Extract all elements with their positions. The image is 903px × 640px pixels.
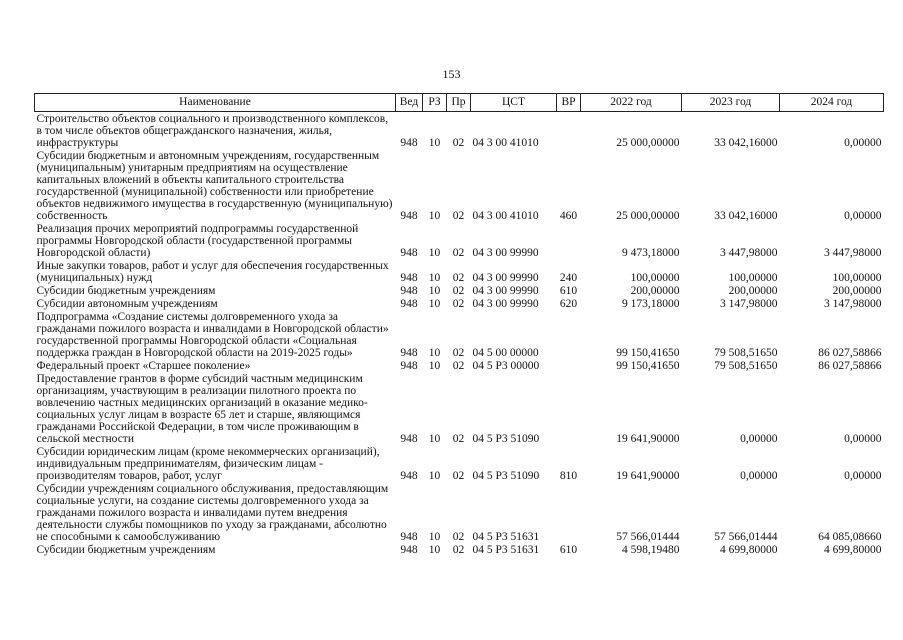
cell-2024: 0,00000 xyxy=(844,433,882,445)
table-row xyxy=(35,372,884,445)
column-header: Пр xyxy=(447,94,471,112)
cell-ved: 948 xyxy=(400,433,418,445)
cell-2023: 33 042,16000 xyxy=(714,137,778,149)
cell-vr xyxy=(557,482,581,543)
cell-2024: 86 027,58866 xyxy=(818,360,882,372)
cell-cst: 04 3 00 99990 xyxy=(472,247,539,259)
row-name: Иные закупки товаров, работ и услуг для обеспечения государственных (муниципальных) нужд xyxy=(36,260,389,284)
cell-2022: 99 150,41650 xyxy=(616,360,680,372)
cell-ved: 948 xyxy=(400,272,418,284)
cell-pr: 02 xyxy=(452,433,465,445)
table-row xyxy=(35,359,884,372)
cell-2023: 0,00000 xyxy=(740,470,778,482)
cell-2024: 0,00000 xyxy=(844,210,882,222)
cell-cst: 04 3 00 99990 xyxy=(472,272,539,284)
row-name: Субсидии бюджетным и автономным учреждениям, государственным (муниципальным) унитарным предприятиям на осуществление капитальных вложений в объекты капитального строительства государственной (муниципальной) собственности или приобретение объектов недвижимого имущества в государственную (муниципальную) собственность xyxy=(36,150,393,222)
cell-ved: 948 xyxy=(400,137,418,149)
cell-ved: 948 xyxy=(400,347,418,359)
cell-2024: 64 085,08660 xyxy=(818,531,882,543)
cell-ved: 948 xyxy=(400,531,418,543)
cell-pr: 02 xyxy=(452,531,465,543)
row-name: Субсидии автономным учреждениям xyxy=(36,298,218,310)
cell-cst: 04 3 00 41010 xyxy=(472,210,539,222)
cell-2023: 57 566,01444 xyxy=(714,531,778,543)
column-header: РЗ xyxy=(423,94,447,112)
cell-pr: 02 xyxy=(452,272,465,284)
cell-rz: 10 xyxy=(428,433,441,445)
cell-2022: 19 641,90000 xyxy=(616,470,680,482)
cell-vr xyxy=(557,359,581,372)
cell-2022: 25 000,00000 xyxy=(616,137,680,149)
cell-cst: 04 3 00 99990 xyxy=(472,285,539,297)
cell-rz: 10 xyxy=(428,210,441,222)
column-header: 2023 год xyxy=(682,94,780,112)
cell-2024: 200,00000 xyxy=(832,285,882,297)
cell-2024: 4 699,80000 xyxy=(824,544,882,556)
cell-rz: 10 xyxy=(428,470,441,482)
cell-cst: 04 5 P3 51631 xyxy=(472,544,540,556)
column-header: 2024 год xyxy=(780,94,884,112)
cell-vr: 610 xyxy=(559,285,578,297)
row-name: Субсидии бюджетным учреждениям xyxy=(36,544,216,556)
table-row xyxy=(35,445,884,482)
table-row xyxy=(35,222,884,259)
cell-pr: 02 xyxy=(452,347,465,359)
column-header: Вед xyxy=(396,94,423,112)
cell-2023: 4 699,80000 xyxy=(720,544,778,556)
cell-pr: 02 xyxy=(452,360,465,372)
cell-ved: 948 xyxy=(400,285,418,297)
cell-vr: 810 xyxy=(559,470,578,482)
column-header: 2022 год xyxy=(581,94,682,112)
cell-2024: 86 027,58866 xyxy=(818,347,882,359)
cell-rz: 10 xyxy=(428,531,441,543)
table-row xyxy=(35,297,884,310)
cell-rz: 10 xyxy=(428,285,441,297)
cell-vr: 460 xyxy=(559,210,578,222)
cell-2022: 57 566,01444 xyxy=(616,531,680,543)
table-row xyxy=(35,543,884,556)
cell-vr xyxy=(557,222,581,259)
cell-pr: 02 xyxy=(452,544,465,556)
row-name: Субсидии юридическим лицам (кроме некоммерческих организаций), индивидуальным предпринимателям, физическим лицам - производителям товаров, работ, услуг xyxy=(36,446,380,482)
column-header: ЦСТ xyxy=(471,94,557,112)
cell-vr: 620 xyxy=(559,298,578,310)
row-name: Предоставление грантов в форме субсидий частным медицинским организациям, участвующим в реализации пилотного проекта по вовлечению частных медицинских организаций в оказание медико-социальных услуг лицам в возрасте 65 лет и старше, являющимся гражданами Российской Федерации, в том числе проживающим в сельской местности xyxy=(36,373,368,445)
cell-pr: 02 xyxy=(452,470,465,482)
cell-pr: 02 xyxy=(452,285,465,297)
cell-ved: 948 xyxy=(400,544,418,556)
cell-2023: 100,00000 xyxy=(728,272,778,284)
cell-cst: 04 5 P3 51631 xyxy=(472,531,540,543)
cell-cst: 04 3 00 99990 xyxy=(472,298,539,310)
cell-2023: 79 508,51650 xyxy=(714,347,778,359)
column-header: ВР xyxy=(557,94,581,112)
row-name: Федеральный проект «Старшее поколение» xyxy=(36,360,251,372)
page-number: 153 xyxy=(442,67,461,81)
cell-pr: 02 xyxy=(452,137,465,149)
table-row xyxy=(35,149,884,222)
cell-2024: 0,00000 xyxy=(844,470,882,482)
cell-vr xyxy=(557,372,581,445)
cell-2024: 3 447,98000 xyxy=(824,247,882,259)
table-row xyxy=(35,112,884,150)
cell-2023: 3 147,98000 xyxy=(720,298,778,310)
table-row xyxy=(35,259,884,284)
cell-vr: 240 xyxy=(559,272,578,284)
column-header: Наименование xyxy=(35,94,396,112)
cell-ved: 948 xyxy=(400,470,418,482)
cell-cst: 04 5 P3 00000 xyxy=(472,360,540,372)
cell-2024: 3 147,98000 xyxy=(824,298,882,310)
cell-rz: 10 xyxy=(428,137,441,149)
cell-2022: 25 000,00000 xyxy=(616,210,680,222)
table-row xyxy=(35,310,884,359)
row-name: Субсидии бюджетным учреждениям xyxy=(36,285,216,297)
cell-2023: 3 447,98000 xyxy=(720,247,778,259)
table-row xyxy=(35,482,884,543)
row-name: Субсидии учреждениям социального обслуживания, предоставляющим социальные услуги, на создание системы долговременного ухода за гражданами пожилого возраста и инвалидами путем внедрения деятельности службы помощников по уходу за гражданами, абсолютно не способными к самообслуживанию xyxy=(36,483,389,543)
cell-rz: 10 xyxy=(428,360,441,372)
cell-cst: 04 5 00 00000 xyxy=(472,347,539,359)
cell-vr xyxy=(557,310,581,359)
cell-rz: 10 xyxy=(428,272,441,284)
row-name: Подпрограмма «Создание системы долговременного ухода за гражданами пожилого возраста и инвалидами в Новгородской области» государственной программы Новгородской области «Социальная поддержка граждан в Новгородской области на 2019-2025 годы» xyxy=(36,311,389,359)
cell-rz: 10 xyxy=(428,298,441,310)
cell-2023: 33 042,16000 xyxy=(714,210,778,222)
cell-2022: 4 598,19480 xyxy=(622,544,680,556)
cell-2022: 9 173,18000 xyxy=(622,298,680,310)
cell-cst: 04 5 P3 51090 xyxy=(472,433,540,445)
cell-2023: 200,00000 xyxy=(728,285,778,297)
cell-vr xyxy=(557,112,581,150)
cell-ved: 948 xyxy=(400,247,418,259)
budget-table xyxy=(34,93,884,556)
cell-rz: 10 xyxy=(428,544,441,556)
cell-2023: 0,00000 xyxy=(740,433,778,445)
table-header-row xyxy=(35,94,884,112)
cell-ved: 948 xyxy=(400,210,418,222)
cell-2022: 19 641,90000 xyxy=(616,433,680,445)
cell-cst: 04 3 00 41010 xyxy=(472,137,539,149)
cell-vr: 610 xyxy=(559,544,578,556)
row-name: Строительство объектов социального и производственного комплексов, в том числе объектов общегражданского назначения, жилья, инфраструктуры xyxy=(36,113,389,149)
cell-pr: 02 xyxy=(452,298,465,310)
cell-2022: 100,00000 xyxy=(630,272,680,284)
cell-ved: 948 xyxy=(400,298,418,310)
cell-rz: 10 xyxy=(428,247,441,259)
cell-2022: 9 473,18000 xyxy=(622,247,680,259)
cell-ved: 948 xyxy=(400,360,418,372)
cell-2022: 99 150,41650 xyxy=(616,347,680,359)
row-name: Реализация прочих мероприятий подпрограммы государственной программы Новгородской области (государственной программы Новгородской области) xyxy=(36,223,359,259)
cell-2024: 100,00000 xyxy=(832,272,882,284)
cell-pr: 02 xyxy=(452,247,465,259)
cell-rz: 10 xyxy=(428,347,441,359)
table-row xyxy=(35,284,884,297)
cell-2022: 200,00000 xyxy=(630,285,680,297)
cell-2023: 79 508,51650 xyxy=(714,360,778,372)
cell-2024: 0,00000 xyxy=(844,137,882,149)
cell-pr: 02 xyxy=(452,210,465,222)
cell-cst: 04 5 P3 51090 xyxy=(472,470,540,482)
